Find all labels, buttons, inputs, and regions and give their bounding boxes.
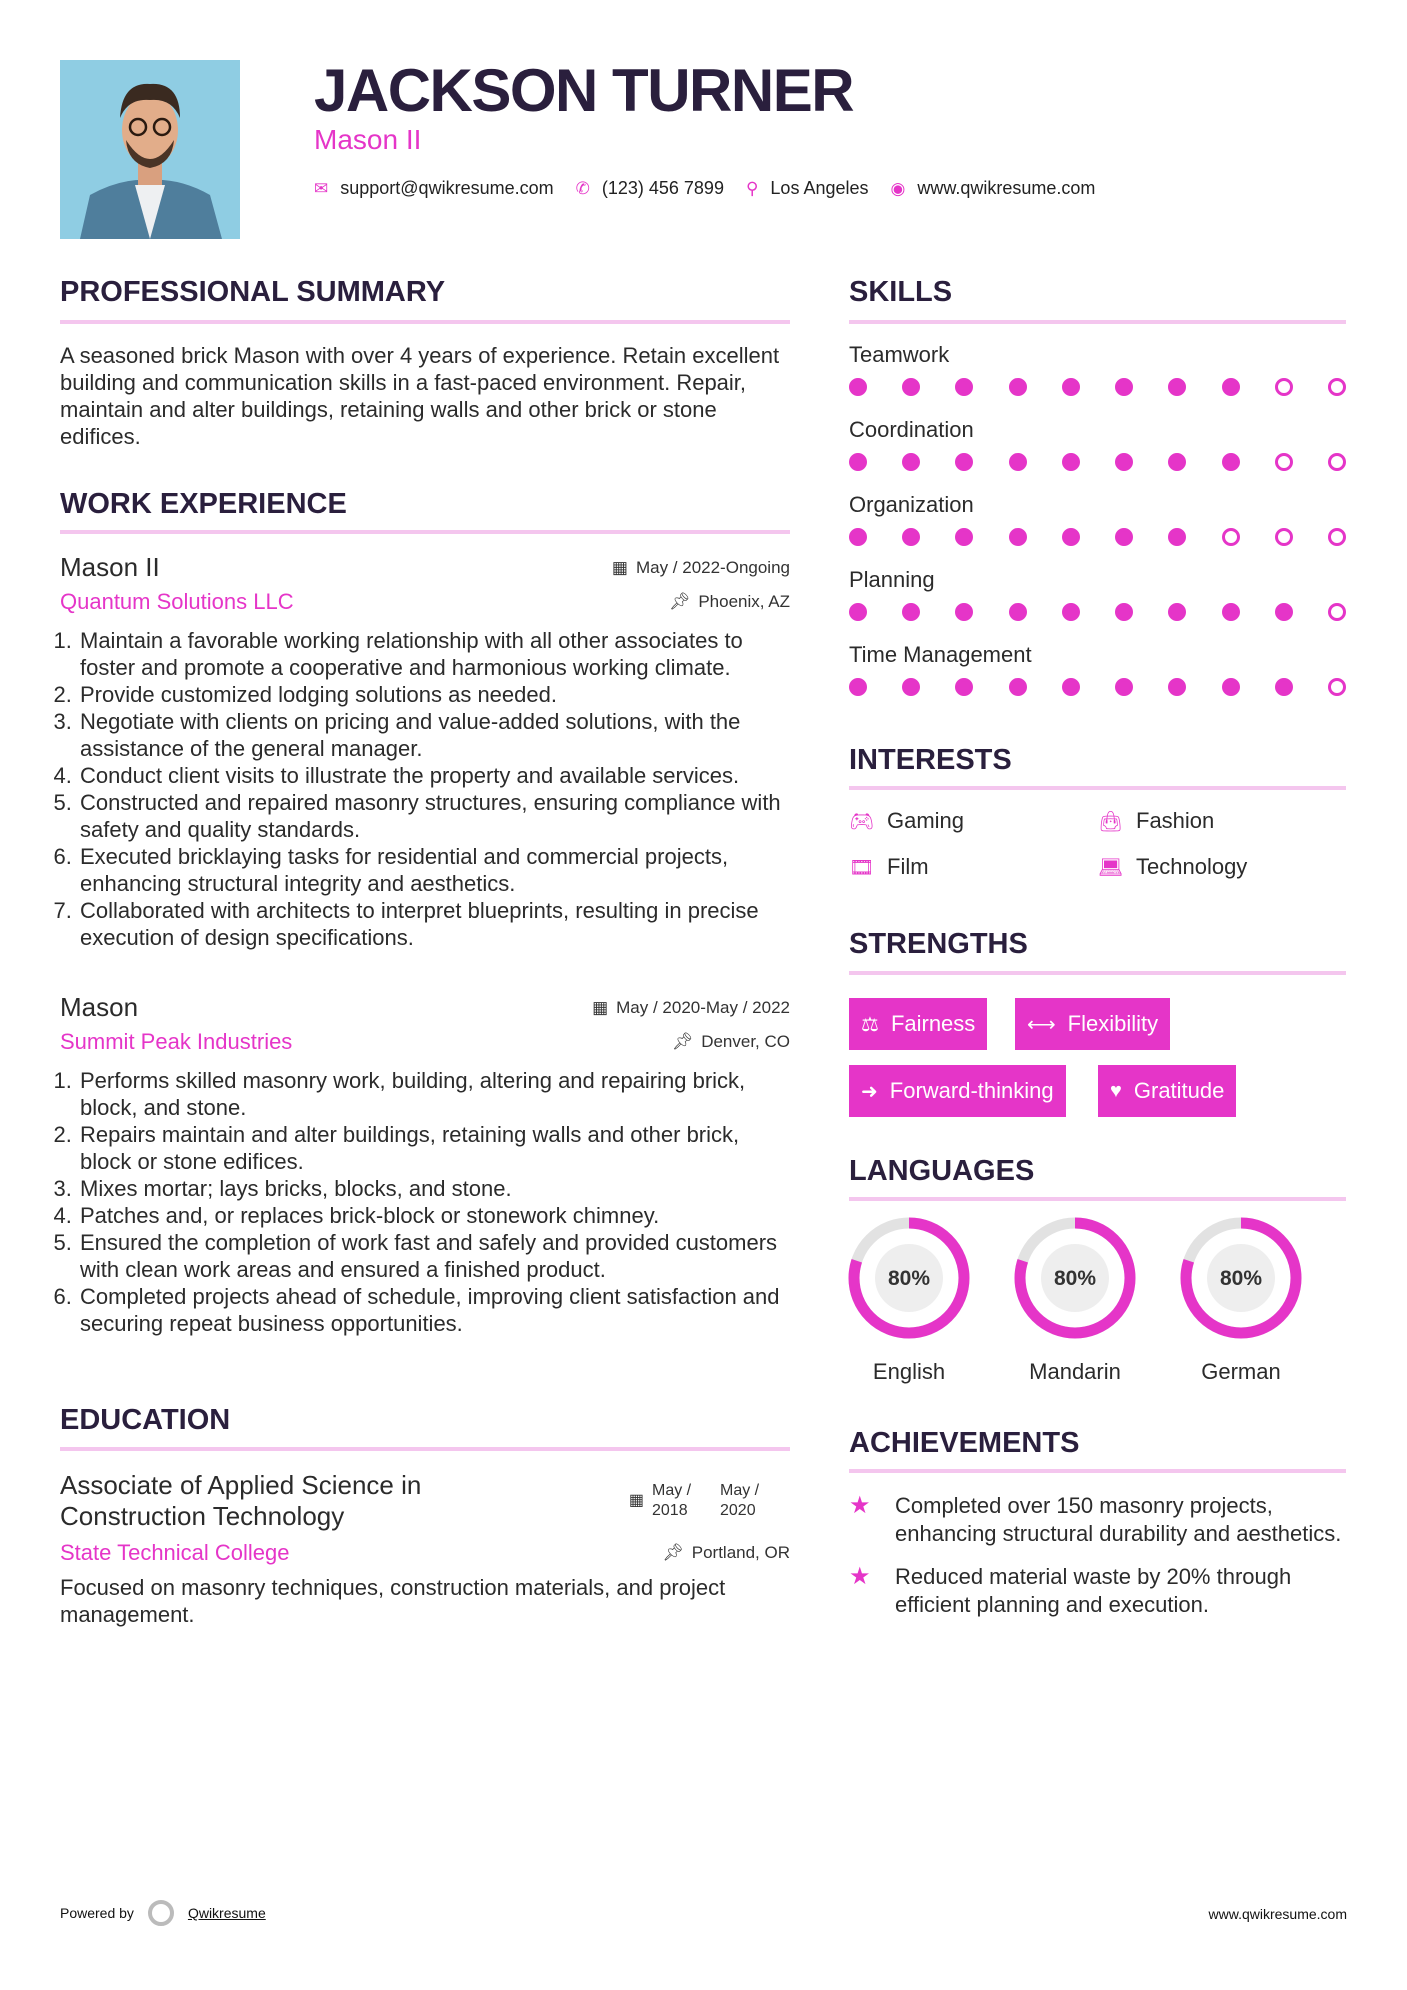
- arrows-horizontal-icon: ⟷: [1027, 1013, 1056, 1036]
- education-location: Portland, OR: [691, 1543, 790, 1562]
- arrow-right-icon: ➜: [861, 1080, 878, 1103]
- rating-dot-filled: [902, 603, 920, 621]
- skill-item: [849, 417, 1346, 492]
- rating-dot-filled: [1222, 678, 1240, 696]
- rating-dot-filled: [849, 453, 867, 471]
- rating-dot-filled: [1168, 453, 1186, 471]
- language-name: German: [1201, 1359, 1281, 1384]
- rating-dot-filled: [849, 378, 867, 396]
- bullet-item: 1. Maintain a favorable working relationship with all other associates to foster and promote a cooperative and harmonious working climate.: [78, 627, 790, 681]
- job-title: Mason: [60, 992, 139, 1022]
- achievement-text: Reduced material waste by 20% through efficient planning and execution.: [895, 1564, 1292, 1617]
- rating-dot-filled: [902, 678, 920, 696]
- globe-icon: ◉: [890, 178, 906, 198]
- language-name: English: [872, 1359, 946, 1384]
- bullet-item: 4. Patches and, or replaces brick-block or stonework chimney.: [78, 1202, 790, 1229]
- strength-label: Gratitude: [1133, 1078, 1225, 1103]
- candidate-title: Mason II: [314, 124, 422, 155]
- education-start: May / 2018: [652, 1482, 692, 1519]
- rating-dot-filled: [1168, 528, 1186, 546]
- rating-dot-filled: [1062, 678, 1080, 696]
- job-title: Mason II: [60, 552, 160, 582]
- brand-link[interactable]: Qwikresume: [187, 1905, 266, 1921]
- rating-dot-empty: [1328, 378, 1346, 396]
- skill-rating: [849, 678, 1346, 696]
- powered-by-label: Powered by: [60, 1905, 134, 1921]
- interest-technology: [1098, 854, 1247, 880]
- rating-dot-filled: [1115, 528, 1133, 546]
- interest-gaming: [849, 808, 964, 834]
- school[interactable]: State Technical College: [60, 1540, 290, 1565]
- rating-dot-empty: [1328, 678, 1346, 696]
- job-dates: May / 2020-May / 2022: [616, 997, 790, 1017]
- bullet-item: 1. Performs skilled masonry work, building, altering and repairing brick, block, and stone.: [78, 1067, 790, 1121]
- education-heading: EDUCATION: [60, 1404, 231, 1436]
- job-company[interactable]: Quantum Solutions LLC: [60, 589, 294, 614]
- footer-website[interactable]: www.qwikresume.com: [1208, 1906, 1347, 1922]
- language-item: [829, 1214, 989, 1385]
- rating-dot-filled: [902, 528, 920, 546]
- rating-dot-filled: [849, 528, 867, 546]
- job-company[interactable]: Summit Peak Industries: [60, 1029, 293, 1054]
- rating-dot-filled: [955, 603, 973, 621]
- skill-name: Coordination: [849, 417, 974, 442]
- bullet-item: 3. Mixes mortar; lays bricks, blocks, and stone.: [78, 1175, 790, 1202]
- rating-dot-filled: [902, 453, 920, 471]
- rating-dot-empty: [1275, 378, 1293, 396]
- website[interactable]: www.qwikresume.com: [917, 178, 1096, 198]
- skill-item: [849, 342, 1346, 417]
- pin-icon: 📌︎: [662, 1543, 684, 1562]
- rating-dot-filled: [849, 603, 867, 621]
- languages-heading: LANGUAGES: [849, 1155, 1035, 1187]
- skill-item: [849, 567, 1346, 642]
- bullet-item: 5. Ensured the completion of work fast and safely and provided customers with clean work areas and ensured a finished product.: [78, 1229, 790, 1283]
- pin-icon: 📌︎: [668, 592, 691, 611]
- job-location: Denver, CO: [701, 1032, 790, 1051]
- skill-name: Planning: [849, 567, 935, 592]
- work-divider: [60, 530, 790, 534]
- bullet-item: 6. Completed projects ahead of schedule, improving client satisfaction and securing repeat business opportunities.: [78, 1283, 790, 1337]
- rating-dot-filled: [1009, 453, 1027, 471]
- rating-dot-filled: [902, 378, 920, 396]
- achievement-item: [849, 1492, 1346, 1548]
- rating-dot-filled: [1009, 603, 1027, 621]
- language-ring: [995, 1214, 1155, 1342]
- interest-film: [849, 854, 929, 880]
- strength-flexibility: [1015, 998, 1170, 1050]
- rating-dot-filled: [955, 678, 973, 696]
- rating-dot-empty: [1328, 603, 1346, 621]
- rating-dot-filled: [1115, 603, 1133, 621]
- pin-icon: 📌︎: [671, 1032, 694, 1051]
- language-name: Mandarin: [1029, 1359, 1121, 1384]
- job-bullets: [60, 627, 790, 951]
- rating-dot-filled: [849, 678, 867, 696]
- job-2: [60, 992, 790, 1337]
- job-1: [60, 552, 790, 951]
- phone: (123) 456 7899: [601, 178, 724, 198]
- rating-dot-filled: [1009, 528, 1027, 546]
- rating-dot-filled: [1062, 378, 1080, 396]
- rating-dot-filled: [955, 378, 973, 396]
- strength-forward-thinking: [849, 1065, 1066, 1117]
- rating-dot-filled: [955, 528, 973, 546]
- bullet-item: 3. Negotiate with clients on pricing and value-added solutions, with the assistance of the general manager.: [78, 708, 790, 762]
- language-item: [1161, 1214, 1321, 1385]
- interest-fashion: [1098, 808, 1214, 834]
- calendar-icon: ▦: [628, 1492, 644, 1509]
- education-description: Focused on masonry techniques, construction materials, and project management.: [60, 1575, 726, 1627]
- profile-photo: [60, 60, 240, 239]
- skill-rating: [849, 528, 1346, 546]
- bullet-item: 2. Repairs maintain and alter buildings, retaining walls and other brick, block or stone edifices.: [78, 1121, 790, 1175]
- rating-dot-filled: [1009, 378, 1027, 396]
- bullet-item: 2. Provide customized lodging solutions as needed.: [78, 681, 790, 708]
- bullet-item: 4. Conduct client visits to illustrate the property and available services.: [78, 762, 790, 789]
- achievements-divider: [849, 1469, 1346, 1473]
- film-icon: 🎞︎: [849, 856, 875, 879]
- summary-heading: PROFESSIONAL SUMMARY: [60, 276, 446, 308]
- languages-list: [829, 1214, 1349, 1384]
- strength-fairness: [849, 998, 987, 1050]
- star-icon: ★: [849, 1563, 871, 1590]
- rating-dot-filled: [1168, 678, 1186, 696]
- skill-item: [849, 492, 1346, 567]
- star-icon: ★: [849, 1492, 871, 1519]
- rating-dot-empty: [1275, 528, 1293, 546]
- skills-list: [849, 342, 1346, 717]
- skills-divider: [849, 320, 1346, 324]
- rating-dot-filled: [1275, 603, 1293, 621]
- rating-dot-filled: [1222, 453, 1240, 471]
- skill-name: Organization: [849, 492, 974, 517]
- rating-dot-filled: [1275, 678, 1293, 696]
- skill-rating: [849, 378, 1346, 396]
- rating-dot-filled: [1009, 678, 1027, 696]
- location-pin-icon: ⚲: [745, 178, 759, 198]
- job-location: Phoenix, AZ: [698, 592, 790, 611]
- language-item: [995, 1214, 1155, 1385]
- calendar-icon: ▦: [592, 997, 609, 1017]
- summary-text: A seasoned brick Mason with over 4 years of experience. Retain excellent building and communication skills in a fast-paced environment. Repair, maintain and alter buildings, retaining walls and other brick or stone edifices.: [60, 343, 780, 449]
- skill-name: Teamwork: [849, 342, 950, 367]
- shopping-bag-icon: 👜︎: [1098, 810, 1124, 833]
- rating-dot-filled: [1115, 453, 1133, 471]
- interest-label: Gaming: [887, 808, 965, 833]
- rating-dot-empty: [1328, 453, 1346, 471]
- phone-icon: ✆: [575, 178, 590, 198]
- skill-name: Time Management: [849, 642, 1032, 667]
- language-ring: [829, 1214, 989, 1342]
- rating-dot-filled: [1062, 603, 1080, 621]
- rating-dot-filled: [1168, 603, 1186, 621]
- interest-label: Fashion: [1136, 808, 1215, 833]
- bullet-item: 6. Executed bricklaying tasks for residential and commercial projects, enhancing structural integrity and aesthetics.: [78, 843, 790, 897]
- contact-bar: [314, 178, 1117, 199]
- rating-dot-filled: [1222, 378, 1240, 396]
- rating-dot-filled: [1062, 453, 1080, 471]
- rating-dot-filled: [955, 453, 973, 471]
- interest-label: Film: [887, 854, 929, 879]
- language-percent: 80%: [1053, 1267, 1097, 1290]
- language-ring: [1161, 1214, 1321, 1342]
- achievements-heading: ACHIEVEMENTS: [849, 1427, 1080, 1459]
- strengths-heading: STRENGTHS: [849, 928, 1028, 960]
- rating-dot-filled: [1115, 378, 1133, 396]
- summary-divider: [60, 320, 790, 324]
- strength-label: Fairness: [890, 1011, 976, 1036]
- location: Los Angeles: [770, 178, 869, 198]
- email[interactable]: support@qwikresume.com: [340, 178, 554, 198]
- laptop-icon: 💻︎: [1098, 856, 1124, 879]
- education-end: May / 2020: [720, 1482, 760, 1519]
- footer-powered: [60, 1900, 266, 1926]
- languages-divider: [849, 1197, 1346, 1201]
- candidate-name: JACKSON TURNER: [314, 57, 854, 124]
- achievement-item: [849, 1563, 1346, 1619]
- strength-label: Flexibility: [1067, 1011, 1159, 1036]
- education-entry: [60, 1470, 790, 1628]
- strength-gratitude: [1098, 1065, 1236, 1117]
- rating-dot-empty: [1222, 528, 1240, 546]
- rating-dot-filled: [1115, 678, 1133, 696]
- skill-rating: [849, 603, 1346, 621]
- achievement-text: Completed over 150 masonry projects, enhancing structural durability and aesthetics.: [895, 1493, 1342, 1546]
- skills-heading: SKILLS: [849, 276, 953, 308]
- education-divider: [60, 1447, 790, 1451]
- language-percent: 80%: [887, 1267, 931, 1290]
- bullet-item: 7. Collaborated with architects to interpret blueprints, resulting in precise execution of design specifications.: [78, 897, 790, 951]
- interests-heading: INTERESTS: [849, 744, 1012, 776]
- skill-rating: [849, 453, 1346, 471]
- rating-dot-filled: [1168, 378, 1186, 396]
- skill-item: [849, 642, 1346, 717]
- interest-label: Technology: [1136, 854, 1248, 879]
- scale-icon: ⚖: [861, 1013, 879, 1036]
- heart-icon: ♥: [1110, 1079, 1122, 1102]
- rating-dot-filled: [1222, 603, 1240, 621]
- bullet-item: 5. Constructed and repaired masonry structures, ensuring compliance with safety and quality standards.: [78, 789, 790, 843]
- work-heading: WORK EXPERIENCE: [60, 488, 347, 520]
- strengths-divider: [849, 971, 1346, 975]
- language-percent: 80%: [1219, 1267, 1263, 1290]
- interests-divider: [849, 786, 1346, 790]
- job-bullets: [60, 1067, 790, 1337]
- job-dates: May / 2022-Ongoing: [635, 557, 790, 577]
- strength-label: Forward-thinking: [889, 1078, 1054, 1103]
- qwikresume-logo-icon: [148, 1900, 174, 1926]
- degree: Associate of Applied Science in Construction Technology: [60, 1470, 422, 1531]
- achievements-list: [849, 1492, 1346, 1619]
- calendar-icon: ▦: [611, 557, 628, 577]
- rating-dot-filled: [1062, 528, 1080, 546]
- envelope-icon: ✉: [314, 178, 329, 198]
- rating-dot-empty: [1328, 528, 1346, 546]
- gamepad-icon: 🎮︎: [849, 810, 875, 833]
- rating-dot-empty: [1275, 453, 1293, 471]
